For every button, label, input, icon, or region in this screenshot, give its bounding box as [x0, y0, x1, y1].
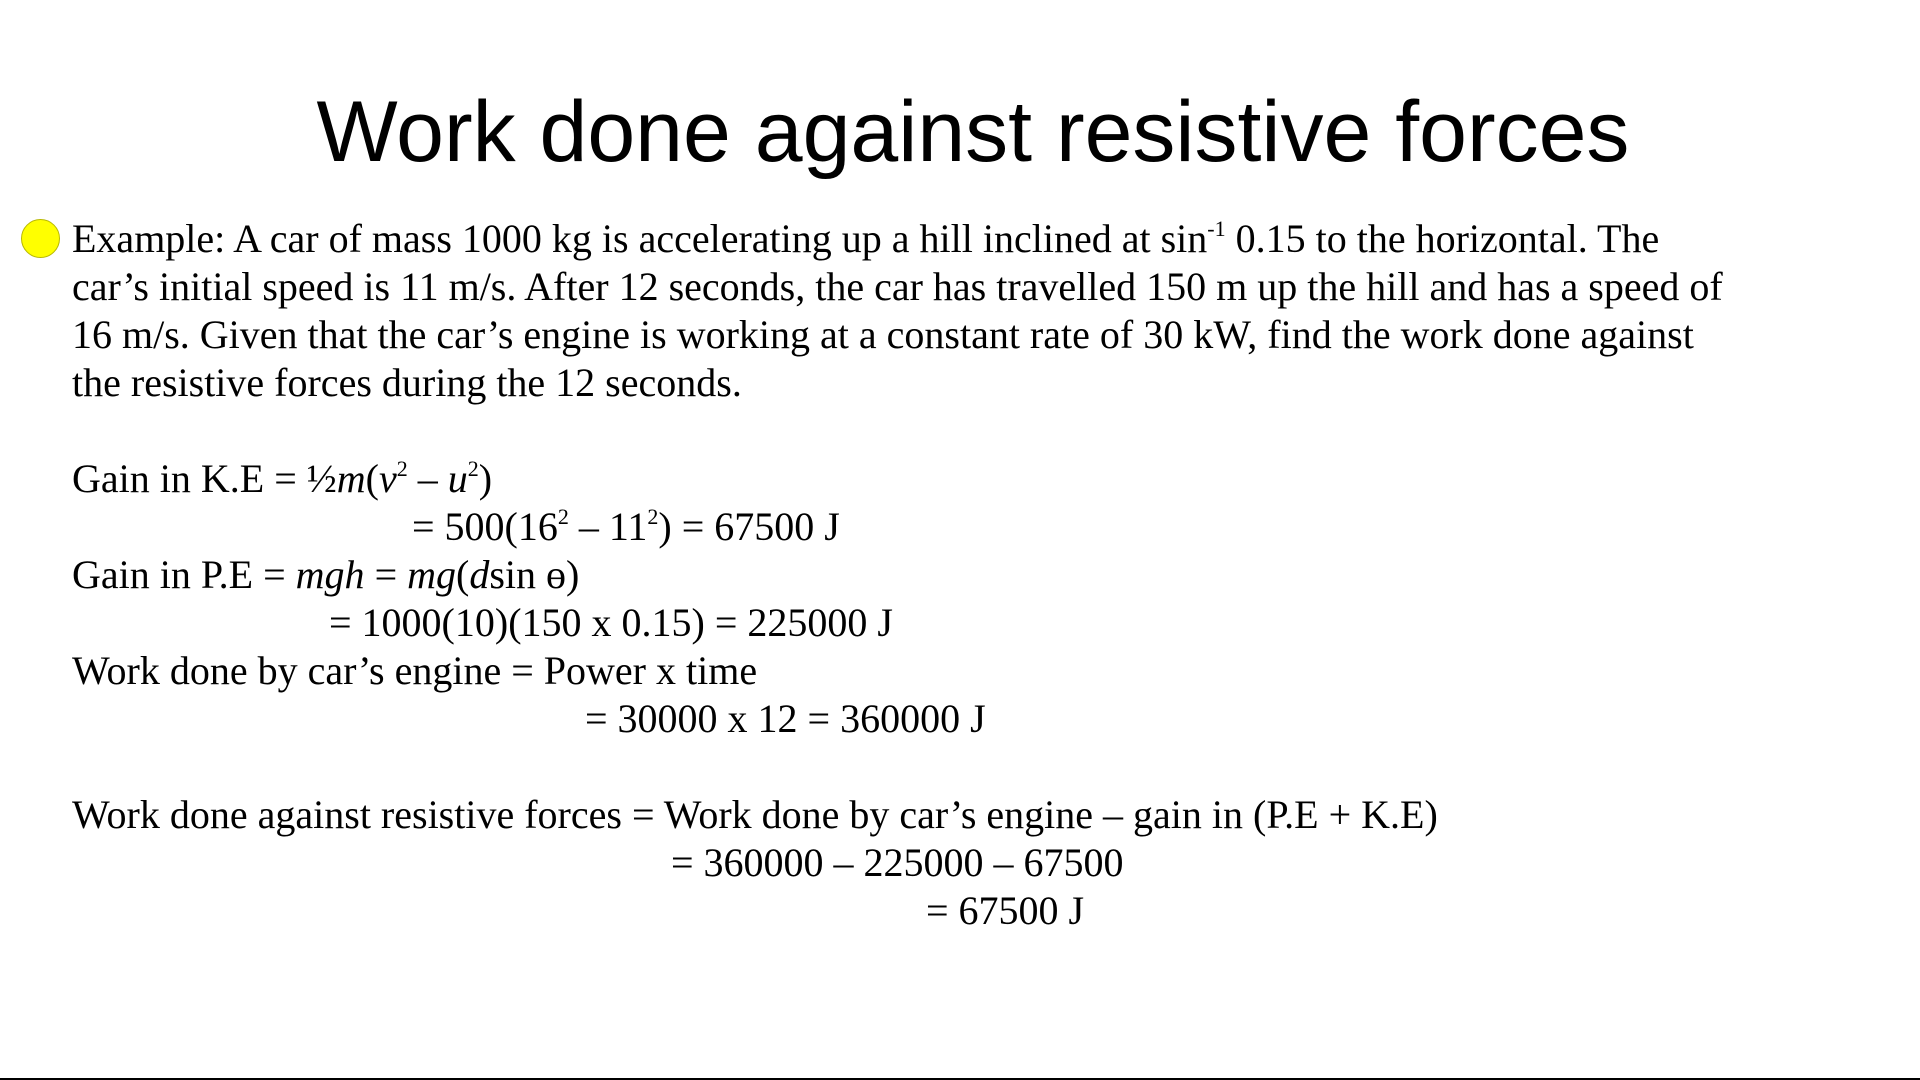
pe-formula-line: Gain in P.E = mgh = mg(dsin ɵ): [72, 552, 580, 597]
resistive-work-step-line: = 360000 – 225000 – 67500: [671, 840, 1124, 885]
example-line-4: the resistive forces during the 12 seconds.: [72, 360, 742, 405]
resistive-work-line: Work done against resistive forces = Work done by car’s engine – gain in (P.E + K.E): [72, 792, 1438, 837]
spacer: [72, 743, 1882, 791]
example-line-1: Example: A car of mass 1000 kg is accelerating up a hill inclined at $\sin^{-1} 0.15$ to the horizontal. The: [72, 216, 1660, 261]
engine-work-result-line: = 30000 x 12 = 360000 J: [585, 696, 986, 741]
slide-body: [72, 215, 1882, 935]
ke-formula-line: Gain in $K.E = \frac{1}{2}m(v^2 - u^2)$: [72, 456, 493, 501]
ke-result-line: = $500(16^2 - 11^2) = 67500$ J: [412, 504, 840, 549]
bullet-circle-icon: [21, 219, 60, 258]
resistive-work-result-line: = 67500 J: [926, 888, 1085, 933]
spacer: [72, 407, 1882, 455]
pe-result-line: = 1000(10)(150 x 0.15) = 225000 J: [329, 600, 893, 645]
slide-title: Work done against resistive forces: [316, 84, 1630, 180]
engine-work-line: Work done by car’s engine = Power x time: [72, 648, 758, 693]
example-line-3: 16 m/s. Given that the car’s engine is working at a constant rate of 30 kW, find the work done against: [72, 312, 1694, 357]
example-line-2: car’s initial speed is 11 m/s. After 12 seconds, the car has travelled 150 m up the hill and has a speed of: [72, 264, 1723, 309]
inverse-superscript: -1: [1207, 216, 1226, 241]
